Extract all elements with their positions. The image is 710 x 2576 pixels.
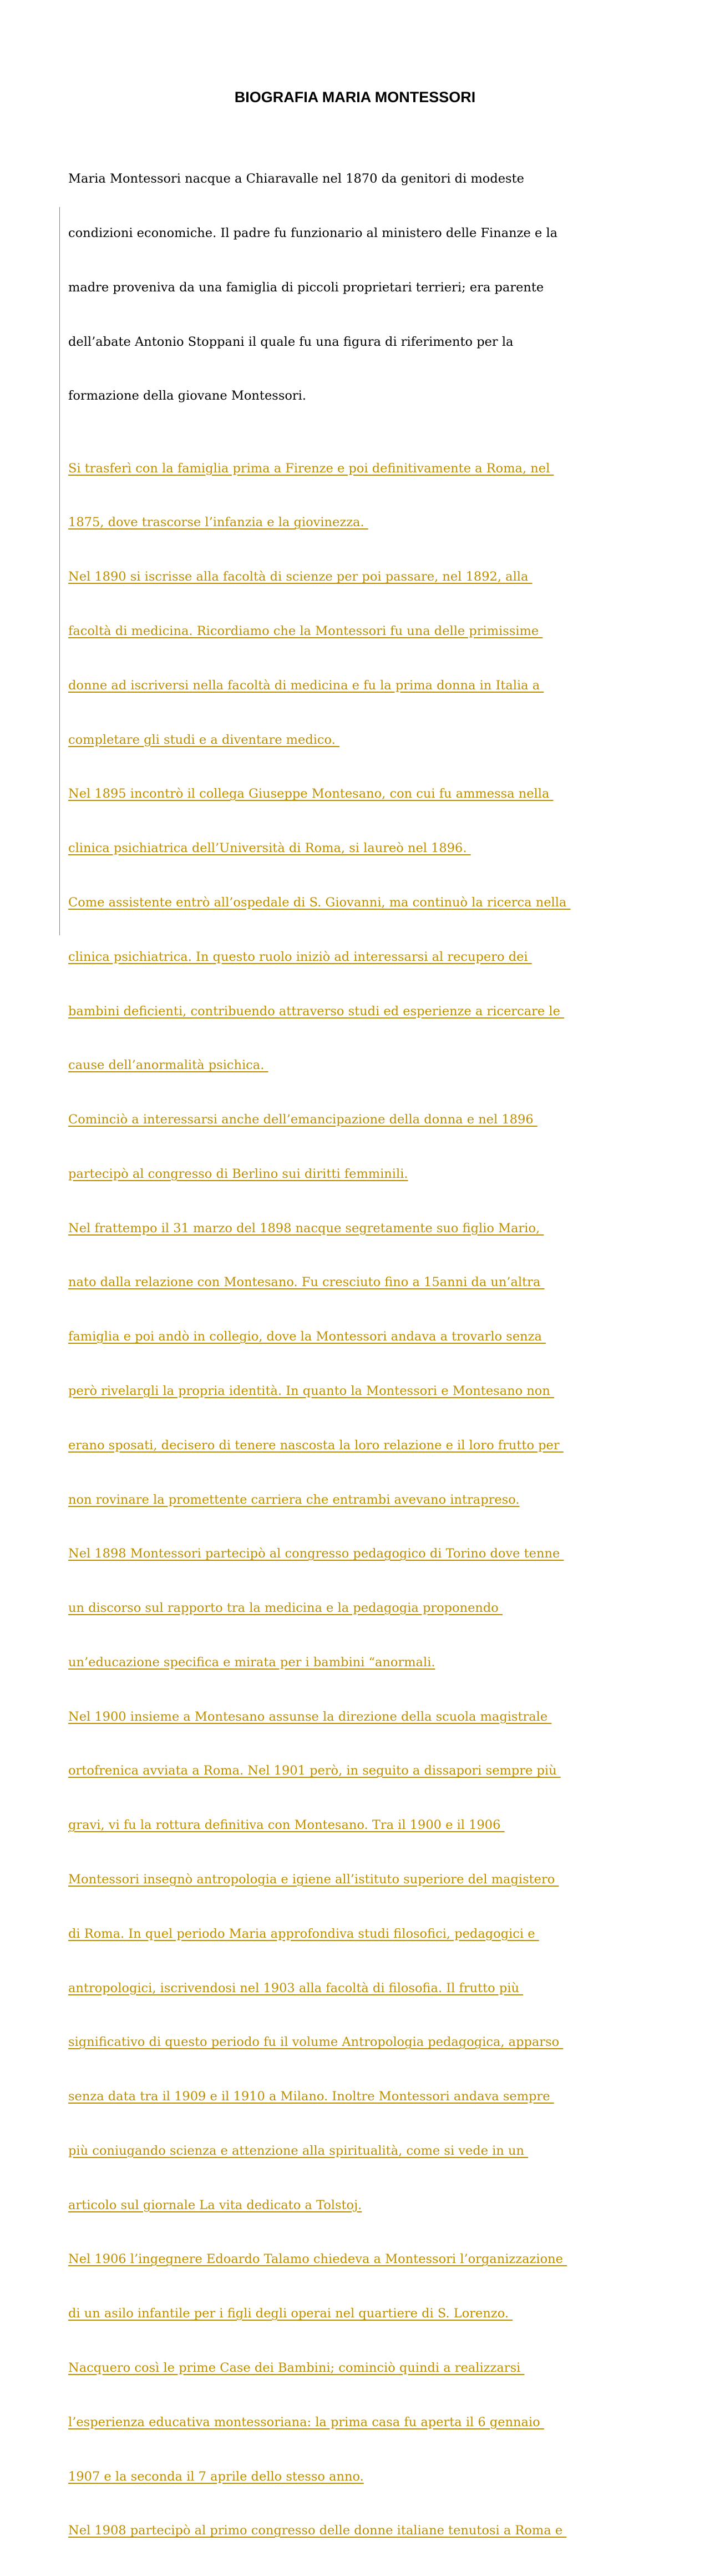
- intro-line: Maria Montessori nacque a Chiaravalle nel 1870 da genitori di modeste: [68, 172, 524, 186]
- tracked-change-line: [68, 677, 656, 695]
- tracked-change-line: [68, 1708, 656, 1726]
- tracked-change-line: [68, 1762, 656, 1780]
- intro-line: dell’abate Antonio Stoppani il quale fu una figura di riferimento per la: [68, 334, 514, 349]
- tracked-change-line: [68, 1328, 656, 1346]
- tracked-change-line: [68, 731, 656, 749]
- tracked-change-line: [68, 2196, 656, 2215]
- tracked-change-text: significativo di questo periodo fu il volume Antropologia pedagogica, apparso: [68, 2035, 564, 2050]
- tracked-change-text: partecipò al congresso di Berlino sui diritti femminili.: [68, 1166, 408, 1181]
- tracked-change-text: Nel 1900 insieme a Montesano assunse la direzione della scuola magistrale: [68, 1709, 552, 1724]
- tracked-change-text: di Roma. In quel periodo Maria approfondiva studi filosofici, pedagogici e: [68, 1926, 539, 1941]
- tracked-change-text: 1907 e la seconda il 7 aprile dello stesso anno.: [68, 2469, 364, 2484]
- tracked-change-text: un discorso sul rapporto tra la medicina e la pedagogia proponendo: [68, 1601, 503, 1616]
- intro-line: formazione della giovane Montessori.: [68, 389, 307, 404]
- tracked-change-text: ortofrenica avviata a Roma. Nel 1901 però, in seguito a dissapori sempre più: [68, 1763, 561, 1778]
- revision-change-bar: [59, 207, 60, 935]
- document-body: [68, 134, 656, 2576]
- tracked-change-text: cause dell’anormalità psichica.: [68, 1058, 268, 1073]
- intro-line: condizioni economiche. Il padre fu funzionario al ministero delle Finanze e la: [68, 225, 558, 240]
- tracked-change-text: Cominciò a interessarsi anche dell’emancipazione della donna e nel 1896: [68, 1112, 537, 1127]
- tracked-change-line: [68, 2088, 656, 2106]
- tracked-change-text: un’educazione specifica e mirata per i bambini “anormali.: [68, 1655, 435, 1670]
- tracked-change-line: [68, 1273, 656, 1292]
- tracked-change-line: [68, 2305, 656, 2323]
- tracked-change-line: [68, 894, 656, 912]
- tracked-change-line: [68, 948, 656, 966]
- tracked-change-text: Nel 1895 incontrò il collega Giuseppe Montesano, con cui fu ammessa nella: [68, 787, 554, 801]
- tracked-change-text: completare gli studi e a diventare medico.: [68, 732, 339, 747]
- tracked-change-line: [68, 513, 656, 532]
- tracked-change-line: [68, 1816, 656, 1834]
- tracked-change-line: [68, 1491, 656, 1509]
- tracked-change-line: [68, 1219, 656, 1238]
- tracked-change-line: [68, 460, 656, 478]
- tracked-change-line: [68, 2359, 656, 2377]
- tracked-change-line: [68, 1382, 656, 1400]
- tracked-change-line: [68, 2468, 656, 2486]
- tracked-change-line: [68, 1436, 656, 1455]
- tracked-change-text: senza data tra il 1909 e il 1910 a Milano. Inoltre Montessori andava sempre: [68, 2089, 554, 2104]
- tracked-change-line: [68, 1599, 656, 1617]
- tracked-change-line: [68, 2413, 656, 2432]
- tracked-change-line: [68, 1979, 656, 1998]
- tracked-change-line: [68, 1056, 656, 1075]
- tracked-change-text: Nel 1906 l’ingegnere Edoardo Talamo chiedeva a Montessori l’organizzazione: [68, 2252, 567, 2267]
- tracked-change-line: [68, 1925, 656, 1943]
- tracked-change-line: [68, 1002, 656, 1021]
- tracked-change-line: [68, 1871, 656, 1889]
- tracked-change-text: però rivelargli la propria identità. In quanto la Montessori e Montesano non: [68, 1383, 554, 1398]
- intro-line: madre proveniva da una famiglia di piccoli proprietari terrieri; era parente: [68, 280, 544, 295]
- document-title: BIOGRAFIA MARIA MONTESSORI: [234, 89, 476, 105]
- tracked-change-line: [68, 1165, 656, 1183]
- tracked-change-text: donne ad iscriversi nella facoltà di medicina e fu la prima donna in Italia a: [68, 678, 544, 693]
- tracked-change-line: [68, 2522, 656, 2540]
- tracked-change-line: [68, 785, 656, 803]
- tracked-change-text: non rovinare la promettente carriera che entrambi avevano intrapreso.: [68, 1492, 520, 1507]
- tracked-change-text: l’esperienza educativa montessoriana: la prima casa fu aperta il 6 gennaio: [68, 2414, 544, 2429]
- tracked-change-text: antropologici, iscrivendosi nel 1903 alla facoltà di filosofia. Il frutto più: [68, 1980, 524, 1995]
- tracked-change-text: nato dalla relazione con Montesano. Fu cresciuto fino a 15anni da un’altra: [68, 1275, 545, 1290]
- tracked-change-text: di un asilo infantile per i figli degli operai nel quartiere di S. Lorenzo.: [68, 2306, 513, 2321]
- tracked-change-line: [68, 568, 656, 586]
- tracked-change-text: clinica psichiatrica. In questo ruolo iniziò ad interessarsi al recupero dei: [68, 949, 532, 964]
- tracked-change-text: facoltà di medicina. Ricordiamo che la Montessori fu una delle primissime: [68, 624, 543, 639]
- tracked-change-text: erano sposati, decisero di tenere nascosta la loro relazione e il loro frutto per: [68, 1438, 564, 1453]
- tracked-change-line: [68, 2033, 656, 2051]
- tracked-change-text: clinica psichiatrica dell’Università di Roma, si laureò nel 1896.: [68, 841, 471, 856]
- tracked-change-text: articolo sul giornale La vita dedicato a Tolstoj.: [68, 2197, 362, 2212]
- tracked-change-line: [68, 1111, 656, 1129]
- tracked-change-text: Montessori insegnò antropologia e igiene all’istituto superiore del magistero: [68, 1872, 559, 1887]
- tracked-change-text: Nel 1898 Montessori partecipò al congresso pedagogico di Torino dove tenne: [68, 1546, 564, 1561]
- tracked-change-text: bambini deficienti, contribuendo attraverso studi ed esperienze a ricercare le: [68, 1004, 565, 1019]
- tracked-change-text: Si trasferì con la famiglia prima a Firenze e poi definitivamente a Roma, nel: [68, 461, 554, 476]
- tracked-change-text: 1875, dove trascorse l’infanzia e la giovinezza.: [68, 515, 368, 530]
- tracked-change-line: [68, 2142, 656, 2160]
- tracked-change-text: Come assistente entrò all’ospedale di S. Giovanni, ma continuò la ricerca nella: [68, 895, 571, 910]
- tracked-change-text: Nacquero così le prime Case dei Bambini; cominciò quindi a realizzarsi: [68, 2361, 525, 2376]
- tracked-change-text: Nel frattempo il 31 marzo del 1898 nacque segretamente suo figlio Mario,: [68, 1221, 544, 1236]
- tracked-change-line: [68, 1545, 656, 1563]
- tracked-change-text: gravi, vi fu la rottura definitiva con Montesano. Tra il 1900 e il 1906: [68, 1818, 505, 1833]
- tracked-change-text: famiglia e poi andò in collegio, dove la Montessori andava a trovarlo senza: [68, 1329, 546, 1344]
- tracked-change-line: [68, 622, 656, 641]
- tracked-change-line: [68, 839, 656, 858]
- tracked-change-text: Nel 1890 si iscrisse alla facoltà di scienze per poi passare, nel 1892, alla: [68, 569, 532, 584]
- tracked-change-text: più coniugando scienza e attenzione alla spiritualità, come si vede in un: [68, 2143, 529, 2158]
- tracked-change-line: [68, 2250, 656, 2269]
- tracked-change-text: Nel 1908 partecipò al primo congresso delle donne italiane tenutosi a Roma e: [68, 2523, 567, 2538]
- tracked-change-line: [68, 1654, 656, 1672]
